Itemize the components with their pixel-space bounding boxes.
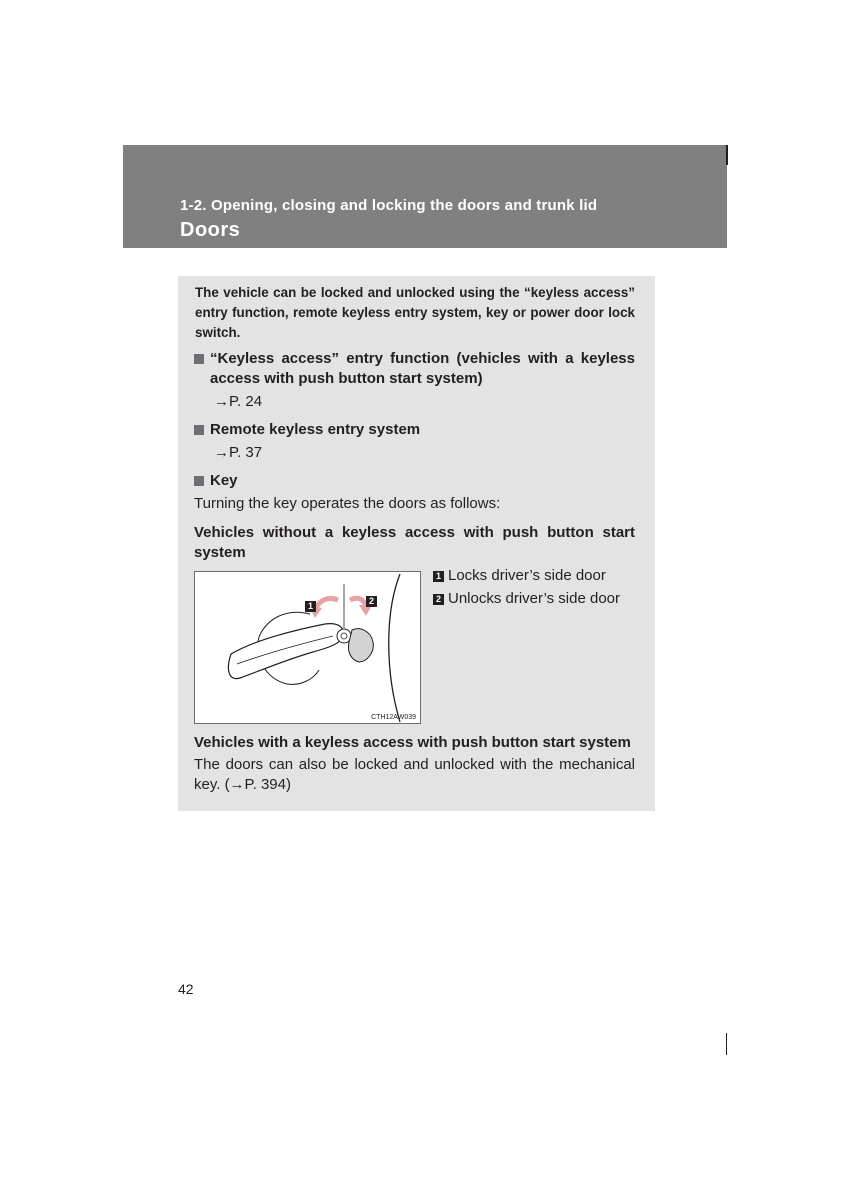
section-heading-keyless-access: “Keyless access” entry function (vehicles with a keyless access with push button start system)	[194, 349, 635, 389]
key-description: Turning the key operates the doors as follows:	[194, 495, 501, 512]
page-number: 42	[178, 981, 194, 997]
content-box	[178, 276, 655, 811]
square-bullet-icon	[194, 476, 204, 486]
page-title: Doors	[180, 219, 241, 241]
legend-item-locks: 1 Locks driver’s side door	[433, 566, 606, 586]
header-tick-mark	[726, 145, 728, 165]
door-key-illustration	[194, 571, 421, 724]
section-heading-key: Key	[194, 471, 635, 491]
intro-text: The vehicle can be locked and unlocked using the “keyless access” entry function, remote keyless entry system, key or power door lock switch.	[195, 285, 635, 340]
badge-2: 2	[366, 596, 377, 607]
page-edge-rule	[726, 1033, 727, 1055]
square-bullet-icon	[194, 425, 204, 435]
page-reference: →P. 24	[214, 393, 263, 410]
door-handle-key-drawing	[195, 572, 420, 723]
section-subtitle: 1-2. Opening, closing and locking the doors and trunk lid	[180, 197, 598, 214]
figure-caption: CTH12AW039	[371, 714, 416, 721]
subheading-with-keyless: Vehicles with a keyless access with push button start system	[194, 734, 631, 751]
number-badge-icon: 1	[433, 571, 444, 582]
number-badge-icon: 2	[433, 594, 444, 605]
page-reference: →P. 37	[214, 444, 263, 461]
section-heading-remote-keyless: Remote keyless entry system	[194, 420, 635, 440]
subheading-without-keyless: Vehicles without a keyless access with push button start system	[194, 524, 635, 561]
legend-item-unlocks: 2 Unlocks driver’s side door	[433, 589, 620, 609]
mechanical-key-text: The doors can also be locked and unlocked with the mechanical key. (→P. 394)	[194, 756, 635, 793]
chapter-header	[123, 145, 727, 248]
badge-1: 1	[305, 601, 316, 612]
square-bullet-icon	[194, 354, 204, 364]
